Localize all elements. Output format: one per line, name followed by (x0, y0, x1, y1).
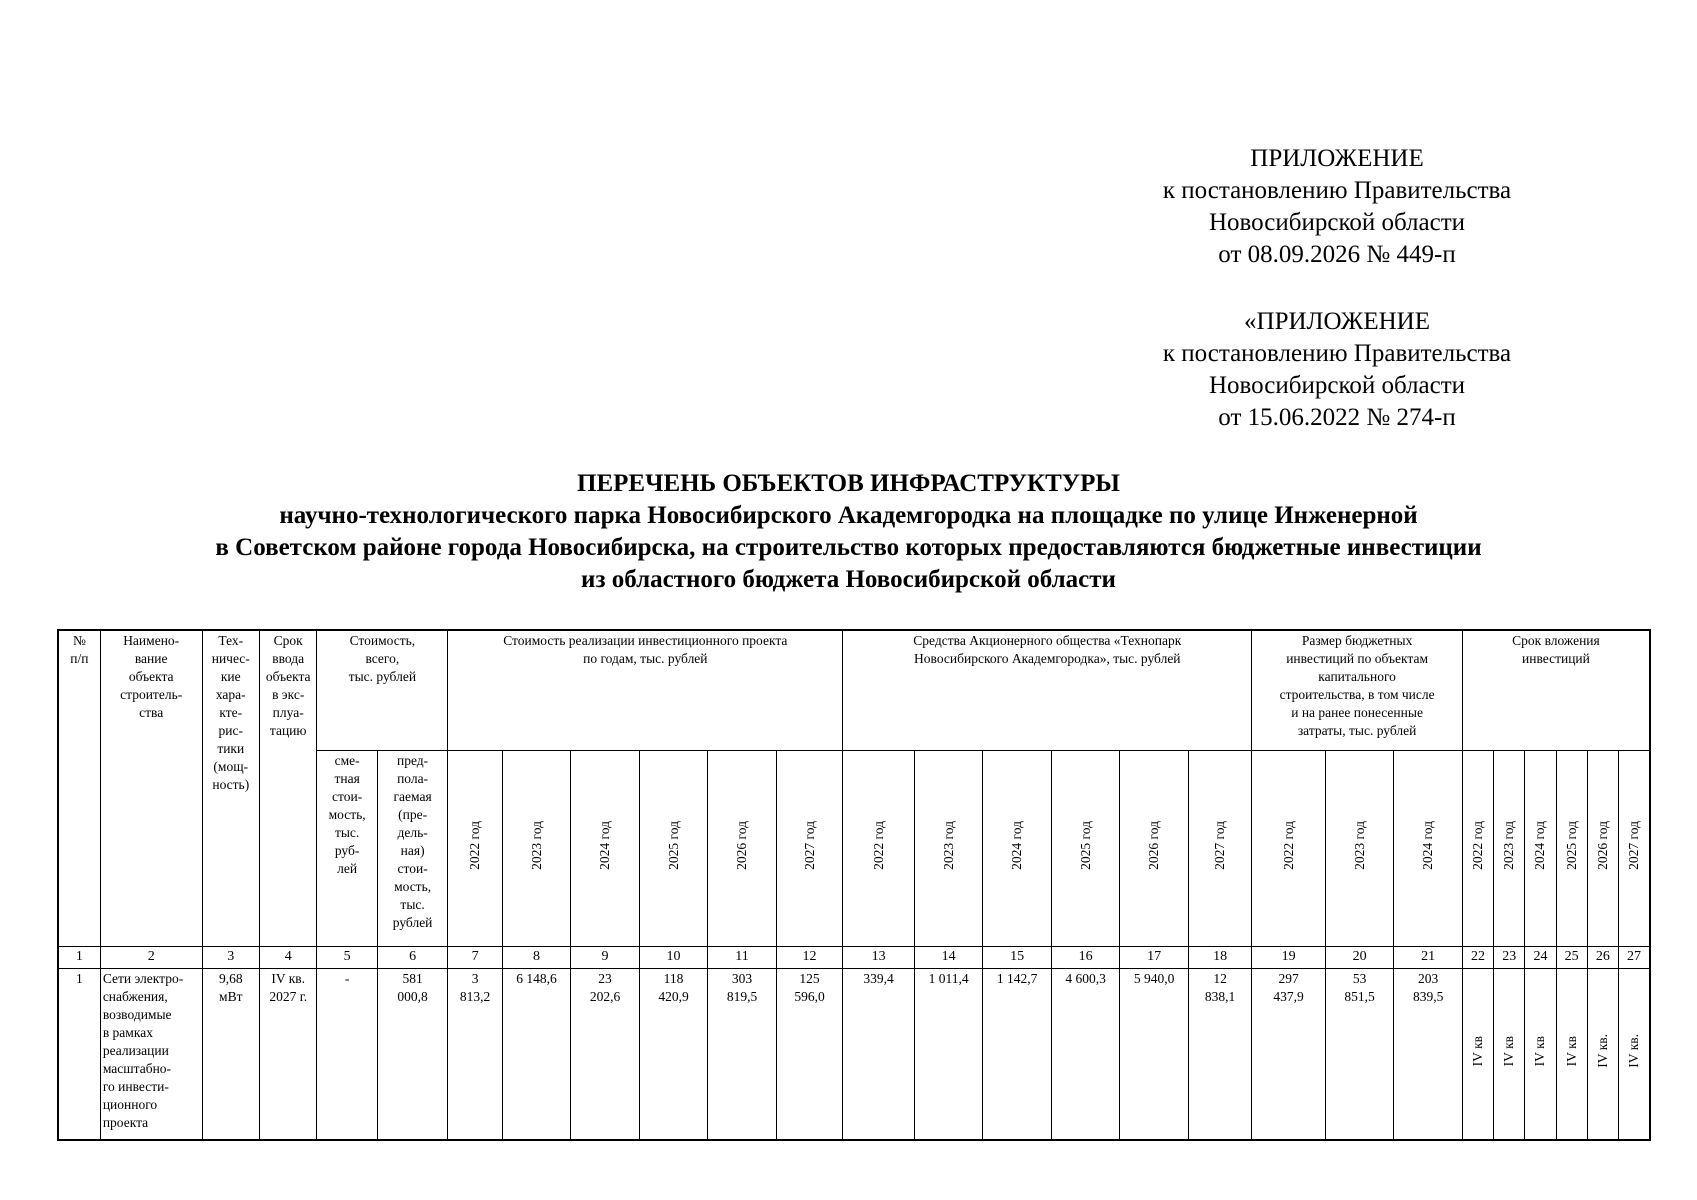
column-number: 21 (1394, 946, 1463, 968)
investment-quarter: IV кв (1462, 968, 1493, 1140)
year-header-project: 2023 год (502, 750, 571, 946)
year-header-technopark: 2025 год (1051, 750, 1120, 946)
column-number: 1 (58, 946, 100, 968)
heading-line: из областного бюджета Новосибирской области (581, 566, 1116, 593)
expected-cost: 581 000,8 (377, 968, 448, 1140)
column-number: 9 (571, 946, 640, 968)
table-row (58, 968, 1650, 1140)
year-header-invest: 2027 год (1618, 750, 1650, 946)
col-header-technical-characteristics: Тех- ничес- кие хара- кте- рис- тики (мощ- ность) (202, 630, 259, 946)
column-number: 24 (1525, 946, 1556, 968)
technopark-funds-value: 1 142,7 (983, 968, 1052, 1140)
column-number: 23 (1494, 946, 1525, 968)
year-header-invest: 2025 год (1556, 750, 1587, 946)
col-header-budget-investments: Размер бюджетных инвестиций по объектам капитального строительства, в том числе и на ранее понесенные затраты, тыс. рублей (1252, 630, 1463, 750)
col-header-investment-term: Срок вложения инвестиций (1462, 630, 1650, 750)
col-header-total-cost: Стоимость, всего, тыс. рублей (317, 630, 448, 750)
investment-quarter: IV кв (1494, 968, 1525, 1140)
appendix-block-original (1127, 306, 1547, 434)
column-number: 18 (1188, 946, 1251, 968)
col-header-estimated-cost: сме- тная стои- мость, тыс. руб- лей (317, 750, 377, 946)
column-number: 10 (639, 946, 708, 968)
investment-quarter: IV кв. (1618, 968, 1650, 1140)
technopark-funds-value: 5 940,0 (1120, 968, 1189, 1140)
col-header-expected-cost: пред- пола- гаемая (пре- дель- ная) стои- мость, тыс. рублей (377, 750, 448, 946)
column-number: 25 (1556, 946, 1587, 968)
appendix-line: к постановлению Правительства (1162, 340, 1512, 367)
column-number: 4 (259, 946, 316, 968)
project-cost-value: 303 819,5 (708, 968, 777, 1140)
header-row-top (58, 630, 1650, 750)
column-number: 2 (100, 946, 202, 968)
year-header-invest: 2022 год (1462, 750, 1493, 946)
appendix-date-number: от 08.09.2026 № 449-п (1218, 241, 1456, 268)
heading-line: в Советском районе города Новосибирска, на строительство которых предоставляются бюджетные инвестиции (215, 534, 1482, 561)
technopark-funds-value: 339,4 (843, 968, 915, 1140)
column-number: 11 (708, 946, 777, 968)
col-header-object-name: Наимено- вание объекта строитель- ства (100, 630, 202, 946)
appendix-block-current (1127, 143, 1547, 271)
year-header-technopark: 2024 год (983, 750, 1052, 946)
project-cost-value: 3 813,2 (448, 968, 502, 1140)
year-header-project: 2024 год (571, 750, 640, 946)
appendix-line: Новосибирской области (1208, 372, 1466, 399)
investment-quarter: IV кв (1556, 968, 1587, 1140)
column-number: 5 (317, 946, 377, 968)
column-number: 17 (1120, 946, 1189, 968)
column-number: 26 (1587, 946, 1618, 968)
col-header-technopark-funds: Средства Акционерного общества «Технопарк Новосибирского Академгородка», тыс. рублей (843, 630, 1252, 750)
document-heading (0, 468, 1697, 596)
column-number-row (58, 946, 1650, 968)
year-header-invest: 2024 год (1525, 750, 1556, 946)
column-number: 22 (1462, 946, 1493, 968)
appendix-date-number: от 15.06.2022 № 274-п (1218, 404, 1456, 431)
commissioning-term: IV кв. 2027 г. (259, 968, 316, 1140)
appendix-line: к постановлению Правительства (1162, 177, 1512, 204)
column-number: 27 (1618, 946, 1650, 968)
technopark-funds-value: 4 600,3 (1051, 968, 1120, 1140)
year-header-technopark: 2023 год (914, 750, 983, 946)
heading-title: ПЕРЕЧЕНЬ ОБЪЕКТОВ ИНФРАСТРУКТУРЫ (577, 470, 1120, 497)
column-number: 7 (448, 946, 502, 968)
column-number: 20 (1325, 946, 1394, 968)
column-number: 6 (377, 946, 448, 968)
year-header-technopark: 2026 год (1120, 750, 1189, 946)
col-header-commissioning-term: Срок ввода объекта в экс- плуа- тацию (259, 630, 316, 946)
year-header-invest: 2026 год (1587, 750, 1618, 946)
year-header-budget: 2022 год (1252, 750, 1326, 946)
column-number: 8 (502, 946, 571, 968)
technopark-funds-value: 12 838,1 (1188, 968, 1251, 1140)
col-header-number: № п/п (58, 630, 100, 946)
investment-quarter: IV кв. (1587, 968, 1618, 1140)
column-number: 12 (776, 946, 843, 968)
appendix-line: Новосибирской области (1208, 209, 1466, 236)
year-header-invest: 2023 год (1494, 750, 1525, 946)
column-number: 16 (1051, 946, 1120, 968)
budget-investment-value: 297 437,9 (1252, 968, 1326, 1140)
heading-line: научно-технологического парка Новосибирского Академгородка на площадке по улице Инженерной (279, 502, 1418, 529)
column-number: 19 (1252, 946, 1326, 968)
project-cost-value: 23 202,6 (571, 968, 640, 1140)
estimated-cost: - (317, 968, 377, 1140)
technopark-funds-value: 1 011,4 (914, 968, 983, 1140)
object-name: Сети электро- снабжения, возводимые в рамках реализации масштабно- го инвести- ционного проекта (100, 968, 202, 1140)
year-header-technopark: 2022 год (843, 750, 915, 946)
infrastructure-table (57, 629, 1651, 1141)
column-number: 13 (843, 946, 915, 968)
appendix-title: ПРИЛОЖЕНИЕ (1250, 145, 1424, 172)
column-number: 3 (202, 946, 259, 968)
year-header-project: 2025 год (639, 750, 708, 946)
year-header-budget: 2024 год (1394, 750, 1463, 946)
project-cost-value: 125 596,0 (776, 968, 843, 1140)
project-cost-value: 6 148,6 (502, 968, 571, 1140)
project-cost-value: 118 420,9 (639, 968, 708, 1140)
year-header-project: 2026 год (708, 750, 777, 946)
budget-investment-value: 203 839,5 (1394, 968, 1463, 1140)
investment-quarter: IV кв (1525, 968, 1556, 1140)
budget-investment-value: 53 851,5 (1325, 968, 1394, 1140)
appendix-title: «ПРИЛОЖЕНИЕ (1244, 308, 1430, 335)
row-number: 1 (58, 968, 100, 1140)
column-number: 15 (983, 946, 1052, 968)
year-header-budget: 2023 год (1325, 750, 1394, 946)
col-header-project-cost-by-year: Стоимость реализации инвестиционного проекта по годам, тыс. рублей (448, 630, 843, 750)
year-header-project: 2027 год (776, 750, 843, 946)
technical-characteristics: 9,68 мВт (202, 968, 259, 1140)
column-number: 14 (914, 946, 983, 968)
year-header-technopark: 2027 год (1188, 750, 1251, 946)
year-header-project: 2022 год (448, 750, 502, 946)
